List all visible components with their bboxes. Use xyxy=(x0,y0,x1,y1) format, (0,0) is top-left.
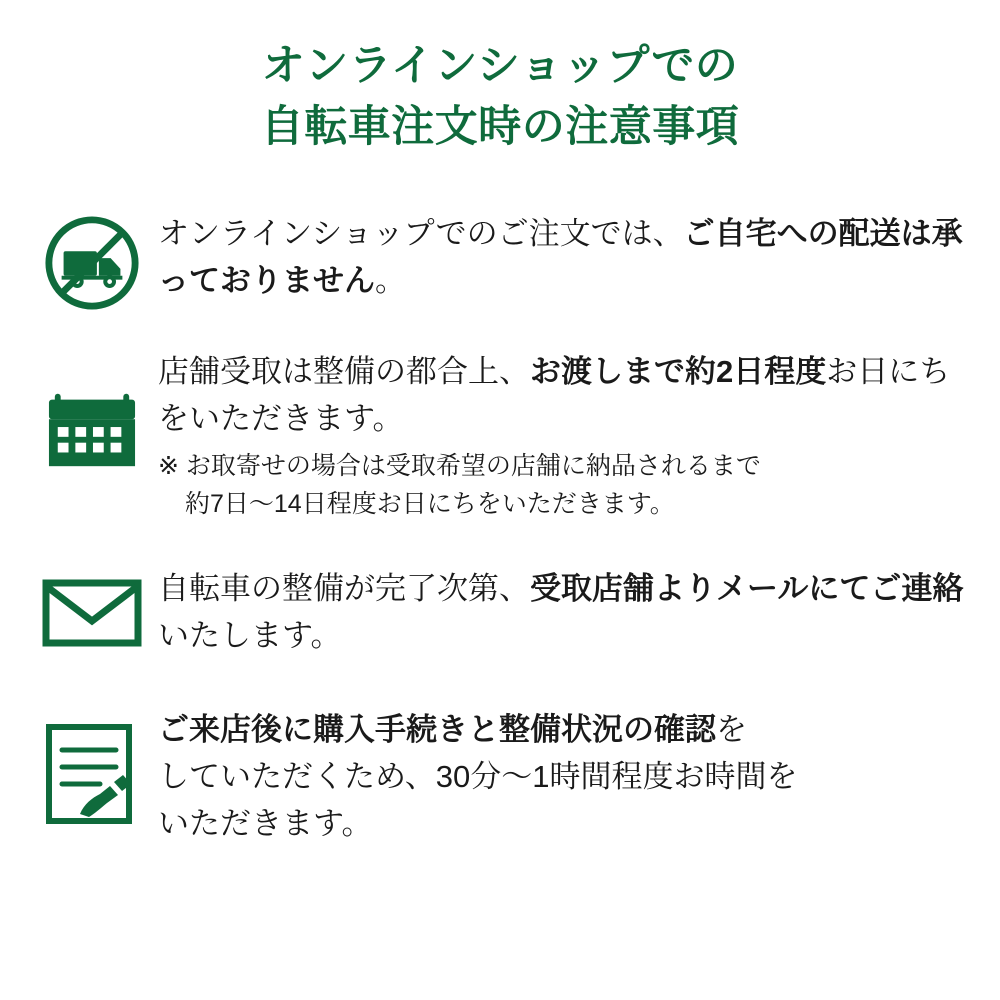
icon-cell-mail xyxy=(26,565,158,649)
pickup-plain-1: 店舗受取は整備の都合上、 xyxy=(158,354,530,390)
notice-list xyxy=(0,210,1000,847)
notice-text-store-visit xyxy=(158,706,966,847)
mail-plain-1: 自転車の整備が完了次第、 xyxy=(158,571,530,607)
visit-plain-3: いただきます。 xyxy=(158,805,373,841)
icon-cell-no-delivery xyxy=(26,210,158,312)
no-delivery-bold-2: 配送は承っておりません xyxy=(158,216,963,299)
visit-plain-1: を xyxy=(716,711,747,747)
visit-plain-2: していただくため、30分〜1時間程度お時間を xyxy=(158,758,798,794)
text-cell-store-visit xyxy=(158,706,966,847)
calendar-icon xyxy=(43,384,141,474)
page-title xyxy=(0,0,1000,158)
mail-plain-2: いたします。 xyxy=(158,618,342,654)
pickup-plain-2: お日にちをいただきます。 xyxy=(158,354,951,437)
icon-cell-document xyxy=(26,706,158,826)
notice-note-pickup-days xyxy=(158,448,966,523)
page-title-line-1: オンラインショップでの xyxy=(261,42,739,90)
no-delivery-plain-2: 。 xyxy=(375,263,406,299)
no-delivery-bold-1: ご自宅への xyxy=(683,216,839,252)
pickup-bold-2: 度 xyxy=(795,354,827,390)
list-item-no-delivery xyxy=(26,210,966,312)
icon-cell-calendar xyxy=(26,348,158,474)
mail-bold-1: 受取店舗よりメール xyxy=(530,571,809,607)
document-signature-icon xyxy=(44,722,140,826)
text-cell-mail-notice xyxy=(158,565,966,659)
pickup-note-line-2: 約7日〜14日程度お日にちをいただきます。 xyxy=(185,489,675,518)
mail-envelope-icon xyxy=(42,577,142,649)
notice-text-no-delivery xyxy=(158,210,966,304)
list-item-store-visit xyxy=(26,706,966,847)
list-item-mail-notice xyxy=(26,565,966,659)
mail-bold-2: にてご連絡 xyxy=(808,571,964,607)
visit-bold-1: ご来店後に購入手続きと整備状況の確認 xyxy=(158,711,716,747)
text-cell-pickup-days xyxy=(158,348,966,523)
no-delivery-truck-icon xyxy=(43,214,141,312)
page-title-line-2: 自転車注文時の注意事項 xyxy=(260,103,740,152)
pickup-bold-1: お渡しまで約2日程 xyxy=(530,354,796,390)
notice-text-pickup-days xyxy=(158,348,966,442)
pickup-note-line-1: ※ お取寄せの場合は受取希望の店舗に納品されるまで xyxy=(158,452,761,481)
text-cell-no-delivery xyxy=(158,210,966,304)
list-item-pickup-days xyxy=(26,348,966,523)
no-delivery-plain-1: オンラインショップでのご注文では、 xyxy=(158,216,684,252)
notice-text-mail xyxy=(158,565,966,659)
